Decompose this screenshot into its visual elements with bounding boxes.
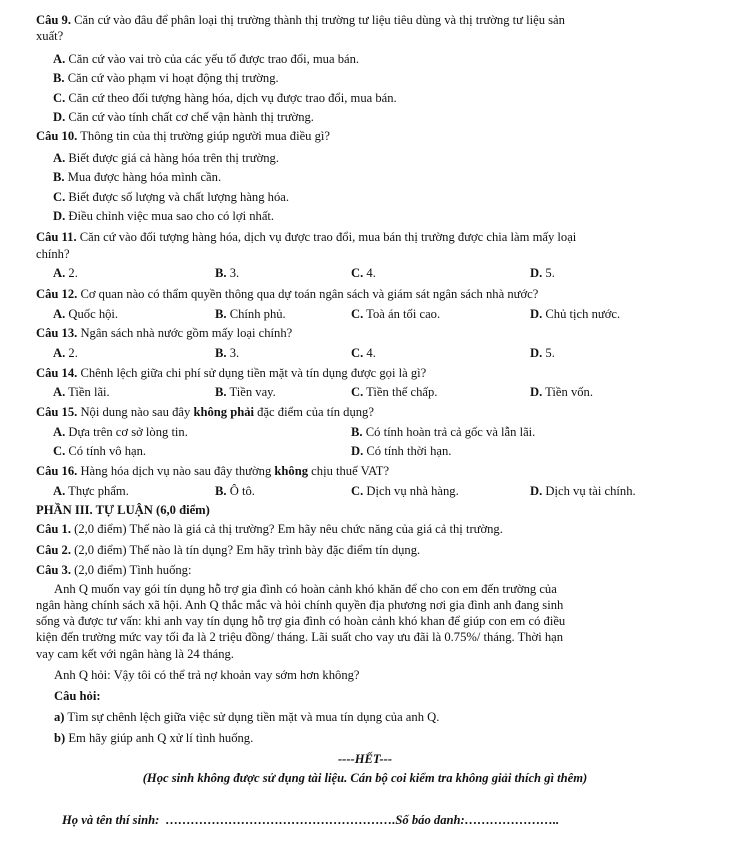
option-c [53,190,289,205]
option-key: D. [530,266,543,280]
option-key: B. [215,307,227,321]
question-13 [36,326,292,341]
option-key: A. [53,266,66,280]
option-b [215,484,255,499]
option-a [53,52,359,67]
option-key: B. [215,484,227,498]
option-c [53,444,146,459]
option-text: Chính phủ. [229,307,286,321]
question-12 [36,287,538,302]
option-key: D. [351,444,364,458]
option-a [53,266,78,281]
option-key: D. [53,110,66,124]
option-text: Tiền vay. [229,385,276,399]
question-label: Câu 9. [36,13,71,27]
question-text: Ngân sách nhà nước gồm mấy loại chính? [80,326,293,340]
option-text: Căn cứ vào phạm vi hoạt động thị trường. [67,71,279,85]
question-11 [36,230,576,245]
option-text: Biết được giá cả hàng hóa trên thị trường. [68,151,279,165]
option-text: Căn cứ vào tính chất cơ chế vận hành thị trường. [68,110,314,124]
option-d [530,307,620,322]
option-b [351,425,535,440]
option-key: C. [53,444,66,458]
option-text: Ô tô. [229,484,255,498]
scenario-line-2: ngân hàng chính sách xã hội. Anh Q thắc mắc và hỏi chính quyền địa phương nơi gia đình anh đang sinh [36,598,564,612]
question-text-end: chịu thuế VAT? [308,464,390,478]
option-c [53,91,397,106]
scenario-line-3: sống và được tư vấn: khi anh vay tín dụng hỗ trợ gia đình có hoàn cảnh khó khan để giúp con em có điều [36,614,566,628]
question-text: Căn cứ vào đối tượng hàng hóa, dịch vụ được trao đổi, mua bán thị trường được chia làm mấy loại [79,230,577,244]
question-text: (2,0 điểm) Tình huống: [74,563,192,577]
option-key: B. [215,266,227,280]
question-14 [36,366,426,381]
option-text: Tiền thế chấp. [366,385,438,399]
option-text: Mua được hàng hóa mình cần. [67,170,222,184]
option-b [53,71,279,86]
question-label: Câu 11. [36,230,77,244]
question-text: Nội dung nào sau đây [80,405,194,419]
option-d [530,266,555,281]
question-label: Câu 13. [36,326,78,340]
scenario-ask: Anh Q hỏi: Vậy tôi có thể trả nợ khoản vay sớm hơn không? [54,668,360,682]
candidate-number-label: Số báo danh: [395,813,465,827]
option-b [215,307,286,322]
option-key: C. [351,385,364,399]
option-text: Điều chỉnh việc mua sao cho có lợi nhất. [68,209,275,223]
option-key: B. [215,346,227,360]
question-emphasis: không phải [193,405,254,419]
scenario-line-5: vay cam kết với ngân hàng là 24 tháng. [36,647,234,661]
option-a [53,151,279,166]
question-text-end: đặc điểm của tín dụng? [254,405,374,419]
question-9-cont: xuất? [36,29,64,43]
sub-questions-heading: Câu hỏi: [54,689,101,703]
option-text: Thực phẩm. [68,484,129,498]
option-d [530,385,593,400]
option-key: D. [530,385,543,399]
option-key: A. [53,52,66,66]
option-key: C. [351,484,364,498]
option-a [53,346,78,361]
option-key: B. [53,71,65,85]
option-text: Tiền vốn. [545,385,593,399]
option-key: D. [530,484,543,498]
question-text: Hàng hóa dịch vụ nào sau đây thường [80,464,275,478]
candidate-number-blank: ………………….. [464,813,560,827]
option-text: 2. [68,346,78,360]
section-heading: PHẦN III. TỰ LUẬN (6,0 điểm) [36,503,210,517]
option-key: D. [530,346,543,360]
question-label: Câu 15. [36,405,78,419]
option-key: C. [351,266,364,280]
option-key: A. [53,484,66,498]
question-9 [36,13,565,28]
essay-question-1 [36,522,503,537]
end-marker: ----HẾT--- [337,752,393,766]
candidate-name-blank: ………………………………………………. [165,813,396,827]
option-key: A. [53,307,66,321]
question-label: Câu 16. [36,464,78,478]
question-text: (2,0 điểm) Thế nào là tín dụng? Em hãy trình bày đặc điểm tín dụng. [74,543,421,557]
question-16 [36,464,389,479]
option-key: B. [215,385,227,399]
option-d [53,209,274,224]
option-key: B. [53,170,65,184]
option-a [53,425,188,440]
sub-question-key: b) [54,731,66,745]
question-text: Căn cứ vào đâu để phân loại thị trường thành thị trường tư liệu tiêu dùng và thị trường tư liệu sản [74,13,565,27]
option-key: A. [53,346,66,360]
option-d [530,346,555,361]
question-label: Câu 1. [36,522,71,536]
option-key: D. [530,307,543,321]
option-b [215,266,239,281]
essay-question-3 [36,563,191,578]
question-label: Câu 2. [36,543,71,557]
option-a [53,307,118,322]
option-text: Có tính hoàn trả cả gốc và lẫn lãi. [365,425,536,439]
option-text: Dịch vụ nhà hàng. [366,484,459,498]
candidate-info [62,813,559,828]
option-key: C. [351,307,364,321]
option-key: A. [53,151,66,165]
option-key: C. [351,346,364,360]
option-key: A. [53,425,66,439]
essay-question-2 [36,543,420,558]
sub-question-text: Em hãy giúp anh Q xử lí tình huống. [68,731,254,745]
option-key: D. [53,209,66,223]
option-text: Căn cứ vào vai trò của các yếu tố được trao đổi, mua bán. [68,52,360,66]
question-label: Câu 10. [36,129,78,143]
option-b [215,346,239,361]
option-text: 4. [366,266,376,280]
option-c [351,346,376,361]
question-11-cont: chính? [36,247,70,261]
option-key: C. [53,91,66,105]
question-label: Câu 12. [36,287,78,301]
question-text: (2,0 điểm) Thế nào là giá cả thị trường? Em hãy nêu chức năng của giá cả thị trường. [74,522,503,536]
question-label: Câu 14. [36,366,78,380]
option-d [53,110,314,125]
option-text: 2. [68,266,78,280]
scenario-line-4: kiện đến trường mức vay tối đa là 2 triệu đồng/ tháng. Lãi suất cho vay ưu đãi là 0.75%/ tháng. Thời hạn [36,630,564,644]
option-text: Dựa trên cơ sở lòng tin. [68,425,188,439]
option-text: Căn cứ theo đối tượng hàng hóa, dịch vụ được trao đổi, mua bán. [68,91,397,105]
option-c [351,484,459,499]
option-key: A. [53,385,66,399]
option-text: Toà án tối cao. [366,307,441,321]
scenario-line-1: Anh Q muốn vay gói tín dụng hỗ trợ gia đình có hoàn cảnh khó khăn để cho con em đến trường của [54,582,557,596]
option-d [351,444,451,459]
option-b [53,170,221,185]
sub-question-key: a) [54,710,65,724]
option-text: 3. [229,266,240,280]
option-text: Biết được số lượng và chất lượng hàng hóa. [68,190,289,204]
question-15 [36,405,374,420]
question-text: Cơ quan nào có thẩm quyền thông qua dự toán ngân sách và giám sát ngân sách nhà nước? [80,287,539,301]
option-c [351,266,376,281]
exam-note: (Học sinh không được sử dụng tài liệu. Cán bộ coi kiểm tra không giải thích gì thêm) [142,771,588,785]
sub-question-text: Tìm sự chênh lệch giữa việc sử dụng tiền mặt và mua tín dụng của anh Q. [67,710,440,724]
question-10 [36,129,330,144]
option-text: Chủ tịch nước. [545,307,621,321]
option-text: 5. [545,266,555,280]
option-c [351,307,440,322]
option-b [215,385,276,400]
option-key: B. [351,425,363,439]
question-label: Câu 3. [36,563,71,577]
option-d [530,484,636,499]
candidate-name-label: Họ và tên thí sinh: [62,813,160,827]
option-text: Tiền lãi. [68,385,110,399]
sub-question-a [54,710,439,725]
option-a [53,385,110,400]
option-text: Có tính thời hạn. [366,444,452,458]
option-text: 3. [229,346,240,360]
option-text: Quốc hội. [68,307,119,321]
question-emphasis: không [274,464,309,478]
option-a [53,484,129,499]
option-key: C. [53,190,66,204]
option-text: Có tính vô hạn. [68,444,147,458]
option-text: Dịch vụ tài chính. [545,484,636,498]
question-text: Thông tin của thị trường giúp người mua điều gì? [80,129,330,143]
sub-question-b [54,731,253,746]
option-text: 5. [545,346,555,360]
option-c [351,385,437,400]
option-text: 4. [366,346,376,360]
question-text: Chênh lệch giữa chi phí sử dụng tiền mặt và tín dụng được gọi là gì? [80,366,427,380]
